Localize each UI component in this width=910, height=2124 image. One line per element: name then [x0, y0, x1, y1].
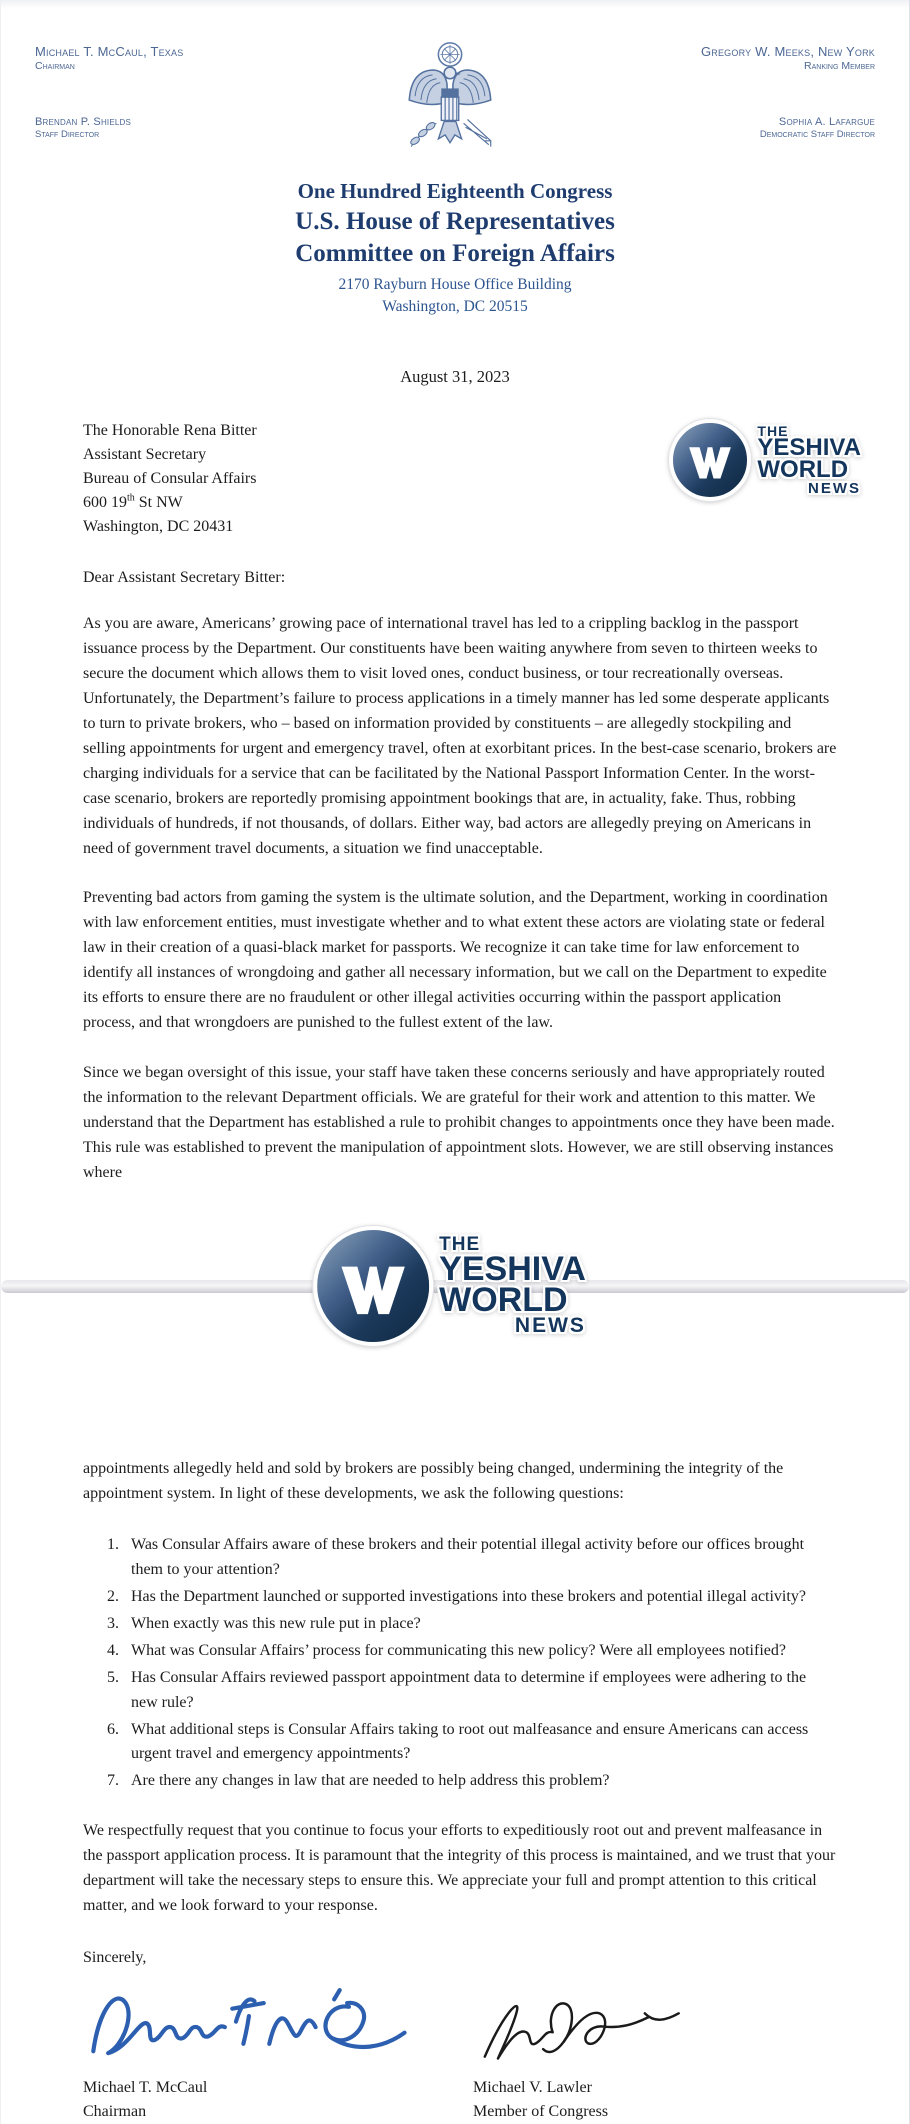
question-5: 5. Has Consular Affairs reviewed passport appointment data to determine if employees were adhering to the new rule?: [123, 1666, 821, 1716]
questions-list: [1, 1533, 909, 1795]
committee-address-line2: Washington, DC 20515: [382, 298, 528, 316]
question-2: 2. Has the Department launched or supported investigations into these brokers and potential illegal activity?: [123, 1585, 821, 1610]
ordinal-suffix: th: [127, 492, 135, 504]
spacer: [35, 72, 297, 116]
letterhead-right: [603, 44, 875, 140]
chairman-title: Chairman: [35, 60, 75, 72]
question-3: 3. When exactly was this new rule put in place?: [123, 1612, 821, 1637]
chamber-line: U.S. House of Representatives: [295, 208, 615, 235]
letterhead: [1, 0, 909, 171]
recipient-bureau: Bureau of Consular Affairs: [83, 469, 257, 487]
tyw-globe-icon: [669, 419, 751, 501]
paragraph-1: As you are aware, Americans’ growing pace of international travel has led to a crippling backlog in the passport issuance process by the Department. Our constituents have been waiting anywhere from seven to thirteen weeks to secure the document which allows them to visit loved ones, conduct business, or tour recreationally overseas. Unfortunately, the Department’s failure to process applications in a timely manner has led some desperate applicants to turn to private brokers, who – based on information provided by constituents – are allegedly stockpiling and selling appointments for urgent and emergency travel, often at exorbitant prices. In the best-case scenario, brokers are charging individuals for a service that can be facilitated by the National Passport Information Center. In the worst-case scenario, brokers are reportedly promising appointment bookings that are, in actuality, fake. Thus, robbing individuals of hundreds, if not thousands, of dollars. Either way, bad actors are allegedly preying on Americans in need of government travel documents, a situation we find unacceptable.: [83, 614, 837, 857]
committee-address-line1: 2170 Rayburn House Office Building: [338, 276, 572, 293]
salutation: Dear Assistant Secretary Bitter:: [83, 568, 286, 586]
letter-date: August 31, 2023: [400, 366, 510, 386]
letterhead-center: [297, 44, 603, 171]
dem-staff-director-block: [603, 116, 875, 140]
valediction: Sincerely,: [83, 1949, 147, 1967]
signature-block-mccaul: [83, 1979, 473, 2124]
tyw-wordmark: THE YESHIVA WORLD NEWS: [757, 422, 861, 497]
question-1: 1. Was Consular Affairs aware of these brokers and their potential illegal activity before our offices brought them to your attention?: [123, 1533, 821, 1583]
lawler-signature: [473, 1987, 698, 2067]
letterhead-left: [35, 44, 297, 140]
recipient-street: 600 19th St NW: [83, 492, 183, 511]
staff-director-block: [35, 116, 297, 140]
yeshiva-world-news-logo: [669, 419, 861, 501]
tyw-wordmark: THE YESHIVA WORLD NEWS: [439, 1234, 586, 1338]
paragraph-2: Preventing bad actors from gaming the system is the ultimate solution, and the Department, working in coordination with law enforcement entities, must investigate whether and to what extent these actors are violating state or federal law in their creation of a quasi-black market for passports. We recognize it can take time for law enforcement to identify all instances of wrongdoing and gather all necessary information, but we call on the Department to expedite its efforts to ensure there are no fraudulent or other illegal activities occurring within the passport application process, and that wrongdoers are punished to the fullest extent of the law.: [83, 889, 828, 1032]
recipient-row: [1, 419, 909, 539]
recipient-city: Washington, DC 20431: [83, 517, 234, 535]
lawler-printed-name: Michael V. Lawler Member of Congress: [473, 2079, 609, 2121]
recipient-name: The Honorable Rena Bitter: [83, 421, 257, 439]
staff-director-title: Staff Director: [35, 129, 100, 140]
recipient-address: [83, 419, 257, 539]
letterhead-headings: [1, 179, 909, 319]
spacer: [603, 72, 875, 116]
question-7: 7. Are there any changes in law that are needed to help address this problem?: [123, 1769, 821, 1794]
paragraph-continuation: appointments allegedly held and sold by brokers are possibly being changed, undermining the integrity of the appointment system. In light of these developments, we ask the following questions:: [83, 1459, 784, 1502]
paragraph-closing: We respectfully request that you continue to focus your efforts to expeditiously root out and prevent malfeasance in the passport application process. It is paramount that the integrity of this process is maintained, and we trust that your department will take the necessary steps to ensure this. We appreciate your full and prompt attention to this critical matter, and we look forward to your response.: [83, 1822, 836, 1915]
mccaul-signature: [83, 1979, 413, 2067]
paragraph-3: Since we began oversight of this issue, your staff have taken these concerns seriously and have appropriately routed the information to the relevant Department officials. We are grateful for their work and attention to this matter. We understand that the Department has established a rule to prohibit changes to appointments once they have been made. This rule was established to prevent the manipulation of appointment slots. However, we are still observing instances where: [83, 1064, 835, 1181]
question-6: 6. What additional steps is Consular Affairs taking to root out malfeasance and ensure Americans can access urgent travel and emergency appointments?: [123, 1718, 821, 1768]
signature-row: [1, 1979, 909, 2124]
signature-block-lawler: [473, 1987, 827, 2124]
congress-line: One Hundred Eighteenth Congress: [297, 179, 613, 203]
staff-director-name: Brendan P. Shields: [35, 116, 132, 128]
chairman-name: Michael T. McCaul, Texas: [35, 44, 184, 59]
ranking-member-name: Gregory W. Meeks, New York: [700, 44, 875, 59]
tyw-globe-icon: [313, 1226, 433, 1346]
recipient-title: Assistant Secretary: [83, 445, 207, 463]
committee-address: [1, 274, 909, 319]
question-4: 4. What was Consular Affairs’ process for communicating this new policy? Were all employees notified?: [123, 1639, 821, 1664]
dem-staff-director-title: Democratic Staff Director: [759, 129, 875, 140]
great-seal-icon: [401, 38, 499, 166]
yeshiva-world-news-logo-large: [313, 1226, 586, 1346]
dem-staff-director-name: Sophia A. Lafargue: [778, 116, 875, 128]
ranking-member-title: Ranking Member: [804, 60, 875, 72]
page-separator: [1, 1224, 909, 1409]
mccaul-printed-name: Michael T. McCaul Chairman: [83, 2079, 208, 2121]
committee-line: Committee on Foreign Affairs: [295, 240, 615, 267]
